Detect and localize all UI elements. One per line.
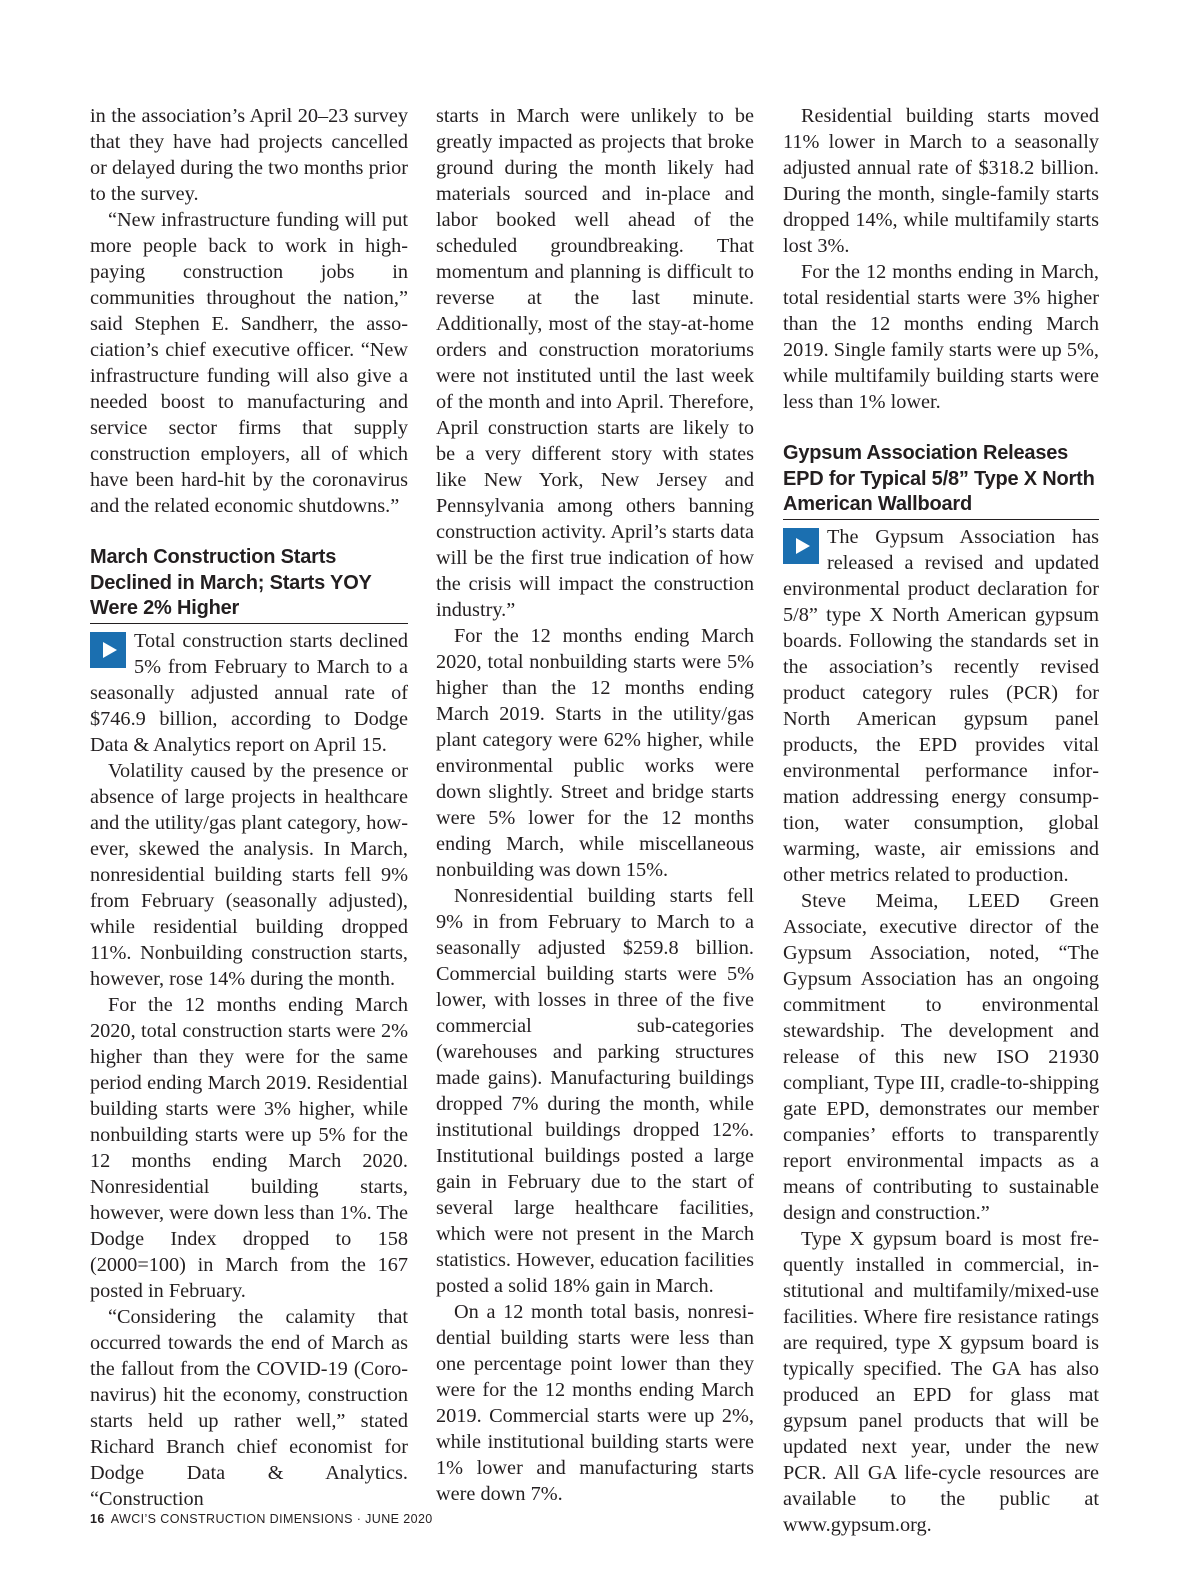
section-lead — [90, 628, 408, 758]
publication-name: AWCI’S CONSTRUCTION DIMENSIONS · JUNE 2020 — [110, 1512, 433, 1526]
lead-paragraph: The Gypsum Association has released a revised and updated environmental product declaration for 5/8” type X North American gypsum boards. Following the standards set in the association’s recently revised product category rules (PCR) for North American gypsum panel products, the EPD provides vital environmental performance information addressing energy consumption, water consumption, global warming, waste, air emissions and other metrics related to production. — [783, 525, 1099, 886]
body-paragraph: Residential building starts moved 11% lower in March to a seasonally adjusted annual rate of $318.2 billion. During the month, single-family starts dropped 14%, while multifamily starts lost 3%. — [783, 105, 1099, 257]
page-footer — [90, 1512, 433, 1526]
body-paragraph: Steve Meima, LEED Green Associate, executive director of the Gypsum Association, noted, “The Gypsum Association has an ongoing commitment to environmental stewardship. The development and release of this new ISO 21930 compliant, Type III, cradle-to-shipping gate EPD, demonstrates our member companies’ efforts to transparently report environmental impacts as a means of contributing to sustainable design and construction.” — [783, 889, 1099, 1224]
lead-paragraph: Total construction starts declined 5% from February to March to a seasonally adjusted annual rate of $746.9 billion, according to Dodge Data & Analytics report on April 15. — [90, 629, 408, 756]
body-paragraph: For the 12 months ending in March, total residential starts were 3% higher than the 12 months ending March 2019. Single family starts were up 5%, while multifamily building starts were less than 1% lower. — [783, 261, 1099, 413]
body-paragraph: Nonresidential building starts fell 9% in from February to March to a seasonally adjusted $259.8 billion. Commercial building starts were 5% lower, with losses in three of the five commercial sub-categories (warehouses and parking structures made gains). Manufacturing buildings dropped 7% during the month, while institutional buildings dropped 12%. Institutional buildings posted a large gain in February due to the start of several large healthcare facilities, which were not present in the March statistics. However, education facilities posted a solid 18% gain in March. — [436, 885, 754, 1297]
column-3 — [783, 103, 1099, 1538]
body-paragraph: On a 12 month total basis, nonresidential building starts were less than one percentage point lower than they were for the 12 months ending March 2019. Commercial starts were up 2%, while institutional building starts were 1% lower and manufacturing starts were down 7%. — [436, 1301, 754, 1505]
page-number: 16 — [90, 1512, 105, 1526]
section-lead — [783, 524, 1099, 888]
body-paragraph: “New infrastructure funding will put more people back to work in high-paying construction jobs in communities throughout the nation,” said Stephen E. Sandherr, the association’s chief executive officer. “New infrastructure funding will also give a needed boost to manufacturing and service sector firms that supply construction employers, all of which have been hard-hit by the coronavirus and the related economic shutdowns.” — [90, 209, 408, 517]
body-paragraph: “Considering the calamity that occurred towards the end of March as the fallout from the COVID-19 (Coronavirus) hit the economy, construction starts held up rather well,” stated Richard Branch chief economist for Dodge Data & Analytics. “Construction — [90, 1305, 408, 1510]
play-icon — [783, 528, 819, 564]
column-1 — [90, 103, 408, 1512]
body-paragraph: For the 12 months ending March 2020, total nonbuilding starts were 5% higher than the 12 months ending March 2019. Starts in the utility/gas plant category were 62% higher, while environmental public works were down slightly. Street and bridge starts were 5% lower for the 12 months ending March, while miscellaneous nonbuilding was down 15%. — [436, 625, 754, 881]
body-paragraph: Type X gypsum board is most frequently installed in commercial, institutional and multifamily/mixed-use facilities. Where fire resistance ratings are required, type X gypsum board is typically specified. The GA has also produced an EPD for glass mat gypsum panel products that will be updated next year, under the new PCR. All GA life-cycle resources are available to the public at www.gypsum.org. — [783, 1227, 1099, 1536]
play-icon — [90, 632, 126, 668]
body-paragraph: starts in March were unlikely to be greatly impacted as projects that broke ground during the month likely had materials sourced and in-place and labor booked well ahead of the scheduled groundbreaking. That momentum and planning is difficult to reverse at the last minute. Additionally, most of the stay-at-home orders and construction moratoriums were not instituted until the last week of the month and into April. Therefore, April construction starts are likely to be a very different story with states like New York, New Jersey and Pennsylvania among others banning construction activity. April’s starts data will be the first true indication of how the crisis will impact the construction industry.” — [436, 105, 754, 621]
body-paragraph: in the association’s April 20–23 survey that they have had projects cancelled or delayed during the two months prior to the survey. — [90, 105, 408, 205]
body-paragraph: Volatility caused by the presence or absence of large projects in healthcare and the utility/gas plant category, however, skewed the analysis. In March, nonresidential building starts fell 9% from February (seasonally adjusted), while residential building dropped 11%. Nonbuilding construction starts, however, rose 14% during the month. — [90, 759, 408, 990]
section-heading: Gypsum Association Releases EPD for Typical 5/8” Type X North American Wallboard — [783, 441, 1099, 520]
section-heading: March Construction Starts Declined in March; Starts YOY Were 2% Higher — [90, 545, 408, 624]
column-2 — [436, 103, 754, 1507]
body-paragraph: For the 12 months ending March 2020, total construction starts were 2% higher than they were for the same period ending March 2019. Residential building starts were 3% higher, while nonbuilding starts were up 5% for the 12 months ending March 2020. Nonresidential building starts, however, were down less than 1%. The Dodge Index dropped to 158 (2000=100) in March from the 167 posted in February. — [90, 993, 408, 1302]
